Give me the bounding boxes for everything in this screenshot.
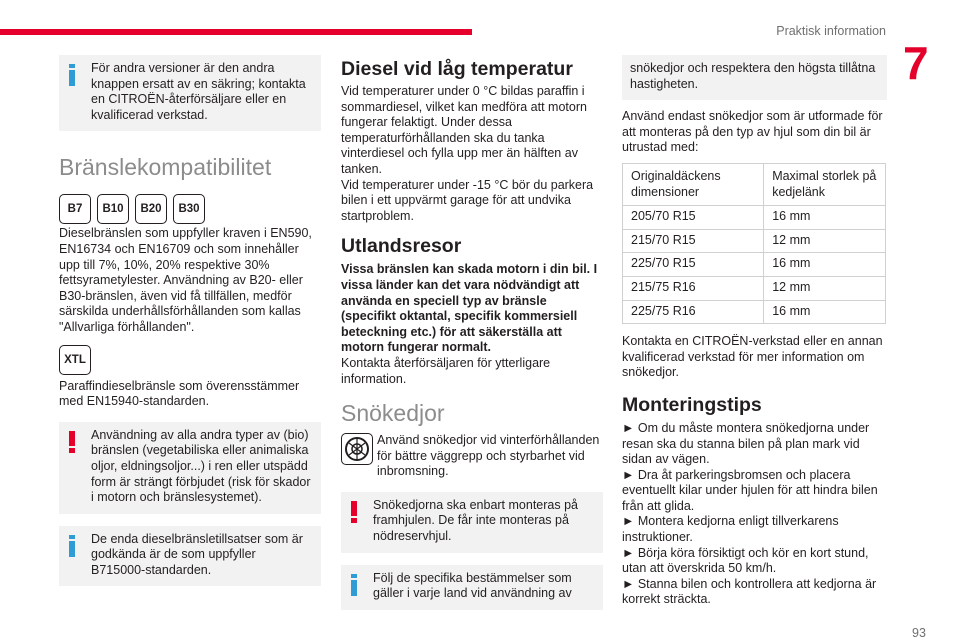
table-cell: 225/70 R15 bbox=[623, 253, 764, 277]
table-row bbox=[623, 206, 886, 230]
contact-paragraph: Kontakta en CITROËN-verkstad eller en annan kvalificerad verkstad för mer information om snökedjor. bbox=[622, 334, 883, 380]
snow-chain-icon bbox=[341, 433, 373, 465]
column-3 bbox=[622, 55, 887, 608]
list-item: ► Montera kedjorna enligt tillverkarens instruktioner. bbox=[622, 514, 839, 545]
cold-diesel-paragraph-2: Vid temperaturer under -15 °C bör du parkera bilen i ett uppvärmt garage för att undvika startproblem. bbox=[341, 177, 594, 223]
table-header-tyre: Originaldäckens dimensioner bbox=[623, 163, 764, 205]
warning-icon bbox=[68, 431, 76, 453]
table-cell: 215/70 R15 bbox=[623, 229, 764, 253]
list-item: ► Om du måste montera snökedjorna under resan ska du stanna bilen på plan mark vid sidan av vägen. bbox=[622, 420, 870, 467]
info-icon bbox=[350, 574, 358, 596]
cold-diesel-paragraph: Vid temperaturer under 0 °C bildas paraffin i sommardiesel, vilket kan medföra att motorn fungerar felaktigt. Under dessa temperaturförhållanden ska du tanka vinterdiesel och fylla upp mer än hälften av tanken. bbox=[341, 84, 587, 176]
tips-list bbox=[622, 421, 887, 608]
list-item: ► Börja köra försiktigt och kör en kort stund, utan att överskrida 50 km/h. bbox=[622, 545, 869, 576]
travel-paragraph: Kontakta återförsäljaren för ytterligare information. bbox=[341, 355, 551, 386]
table-header-row bbox=[623, 163, 886, 205]
table-cell: 12 mm bbox=[764, 229, 886, 253]
fuel-paragraph: Dieselbränslen som uppfyller kraven i EN590, EN16734 och EN16709 och som innehåller upp till 7%, 10%, 20% respektive 30% fettsyrametylester. Användning av B20- eller B30-bränslen, även vid få tillfällen, medför särskilda underhållsförhållanden som kallas "Allvarliga förhållanden". bbox=[59, 226, 312, 334]
heading-travel-abroad: Utlandsresor bbox=[341, 235, 462, 258]
info-box-regulations-cont: snökedjor och respektera den högsta tillåtna hastigheten. bbox=[622, 55, 887, 100]
warning-box-chains: Snökedjorna ska enbart monteras på framhjulen. De får inte monteras på nödreservhjul. bbox=[341, 492, 603, 553]
info-icon bbox=[68, 64, 76, 86]
fuel-b10-icon: B10 bbox=[97, 194, 129, 224]
warning-box-biofuel: Användning av alla andra typer av (bio) bränslen (vegetabiliska eller animaliska oljor, eldningsoljor...) i ren eller utspädd form är strängt förbjudet (risk för skador i motorn och bränslesystemet). bbox=[59, 422, 321, 514]
table-cell: 16 mm bbox=[764, 253, 886, 277]
info-icon bbox=[68, 535, 76, 557]
table-cell: 205/70 R15 bbox=[623, 206, 764, 230]
chain-type-paragraph: Använd endast snökedjor som är utformade för att monteras på den typ av hjul som din bil är utrustad med: bbox=[622, 109, 883, 155]
chapter-number: 7 bbox=[903, 37, 929, 89]
heading-cold-diesel: Diesel vid låg temperatur bbox=[341, 58, 573, 80]
fuel-b30-icon: B30 bbox=[173, 194, 205, 224]
table-row bbox=[623, 276, 886, 300]
table-cell: 16 mm bbox=[764, 300, 886, 324]
section-title: Praktisk information bbox=[776, 24, 886, 38]
header-accent-bar bbox=[0, 29, 472, 35]
heading-snow-chains: Snökedjor bbox=[341, 400, 445, 427]
snow-chain-intro: Använd snökedjor vid vinterförhållanden för bättre väggrepp och styrbarhet vid inbromsning. bbox=[341, 433, 603, 480]
heading-mounting-tips: Monteringstips bbox=[622, 393, 762, 416]
warning-icon bbox=[350, 501, 358, 523]
chain-size-table bbox=[622, 163, 886, 324]
travel-bold-paragraph: Vissa bränslen kan skada motorn i din bil. I vissa länder kan det vara nödvändigt att använda en speciell typ av bränsle (specifikt oktantal, specifik kommersiell beteckning etc.) för att säkerställa att motorn fungerar normalt. bbox=[341, 262, 598, 355]
column-2 bbox=[341, 55, 603, 610]
column-1 bbox=[59, 55, 321, 586]
table-row bbox=[623, 300, 886, 324]
list-item: ► Stanna bilen och kontrollera att kedjorna är korrekt sträckta. bbox=[622, 576, 877, 607]
info-box-additives: De enda dieselbränsletillsatser som är godkända är de som uppfyller B715000-standarden. bbox=[59, 526, 321, 587]
fuel-xtl-icon: XTL bbox=[59, 345, 91, 375]
info-box-fuse: För andra versioner är den andra knappen ersatt av en säkring; kontakta en CITROËN-återförsäljare eller en kvalificerad verkstad. bbox=[59, 55, 321, 131]
fuel-b7-icon: B7 bbox=[59, 194, 91, 224]
fuel-label-row bbox=[59, 194, 321, 224]
xtl-paragraph: Paraffindieselbränsle som överensstämmer med EN15940-standarden. bbox=[59, 378, 300, 409]
info-box-regulations: Följ de specifika bestämmelser som gäller i varje land vid användning av bbox=[341, 565, 603, 610]
page-number: 93 bbox=[912, 626, 926, 640]
heading-fuel-compat: Bränslekompatibilitet bbox=[59, 154, 272, 181]
table-cell: 12 mm bbox=[764, 276, 886, 300]
table-row bbox=[623, 253, 886, 277]
list-item: ► Dra åt parkeringsbromsen och placera eventuellt kilar under hjulen för att hindra bilen från att glida. bbox=[622, 467, 878, 513]
table-cell: 225/75 R16 bbox=[623, 300, 764, 324]
xtl-label-row bbox=[59, 345, 321, 375]
table-cell: 16 mm bbox=[764, 206, 886, 230]
table-header-chain: Maximal storlek på kedjelänk bbox=[764, 163, 886, 205]
table-row bbox=[623, 229, 886, 253]
fuel-b20-icon: B20 bbox=[135, 194, 167, 224]
table-cell: 215/75 R16 bbox=[623, 276, 764, 300]
